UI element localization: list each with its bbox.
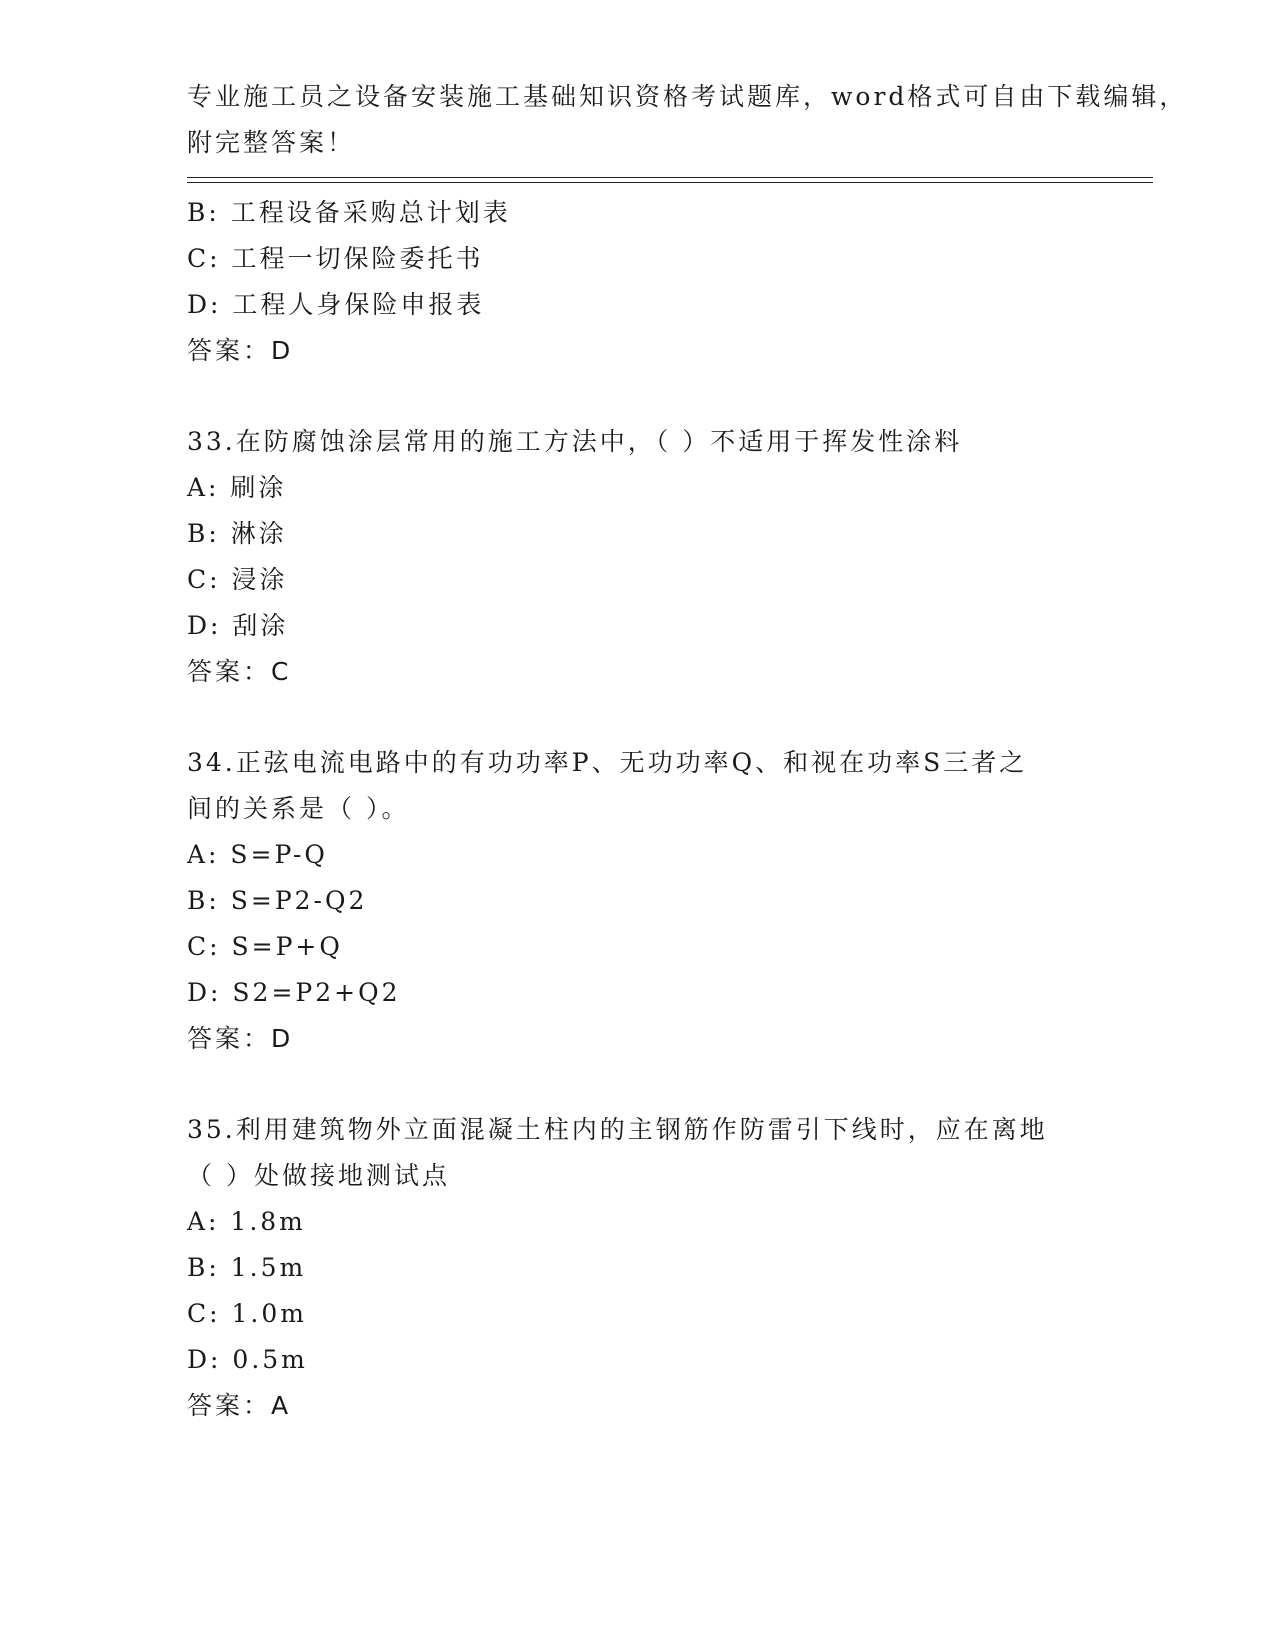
header-divider-top: [187, 177, 1153, 178]
question-text: 33.在防腐蚀涂层常用的施工方法中，（ ）不适用于挥发性涂料: [187, 427, 963, 456]
question-text: 间的关系是（ ）。: [187, 794, 410, 823]
option-line: C: 浸涂: [187, 565, 288, 594]
question-block-35: [187, 1107, 1147, 1429]
header-divider-bottom: [187, 182, 1153, 183]
option-line: B: S=P2-Q2: [187, 886, 368, 915]
answer-line: 答案：A: [187, 1391, 292, 1420]
option-line: B: 1.5m: [187, 1253, 307, 1282]
option-line: C: 工程一切保险委托书: [187, 244, 484, 273]
question-text: 34.正弦电流电路中的有功功率P、无功功率Q、和视在功率S三者之: [187, 748, 1028, 777]
answer-line: 答案：D: [187, 1024, 294, 1053]
option-line: C: 1.0m: [187, 1299, 307, 1328]
question-block-34: [187, 740, 1147, 1062]
spacer: [187, 1062, 1147, 1107]
answer-line: 答案：C: [187, 657, 292, 686]
question-block-33: [187, 419, 1147, 695]
option-line: B: 淋涂: [187, 519, 287, 548]
question-text: （ ）处做接地测试点: [187, 1161, 450, 1190]
option-line: D: 0.5m: [187, 1345, 308, 1374]
answer-line: 答案：D: [187, 336, 294, 365]
option-line: D: 工程人身保险申报表: [187, 290, 485, 319]
option-line: D: S2=P2+Q2: [187, 978, 401, 1007]
spacer: [187, 374, 1147, 419]
question-block-prev: [187, 190, 1147, 374]
spacer: [187, 695, 1147, 740]
option-line: B: 工程设备采购总计划表: [187, 198, 511, 227]
option-line: A: S=P-Q: [187, 840, 328, 869]
option-line: A: 刷涂: [187, 473, 287, 502]
option-line: C: S=P+Q: [187, 932, 343, 961]
document-header: [187, 74, 1188, 166]
header-line-1: 专业施工员之设备安装施工基础知识资格考试题库，word格式可自由下载编辑，: [187, 82, 1188, 111]
question-text: 35.利用建筑物外立面混凝土柱内的主钢筋作防雷引下线时，应在离地: [187, 1115, 1048, 1144]
header-line-2: 附完整答案！: [187, 128, 356, 157]
document-body: [187, 190, 1147, 1429]
option-line: D: 刮涂: [187, 611, 289, 640]
option-line: A: 1.8m: [187, 1207, 306, 1236]
